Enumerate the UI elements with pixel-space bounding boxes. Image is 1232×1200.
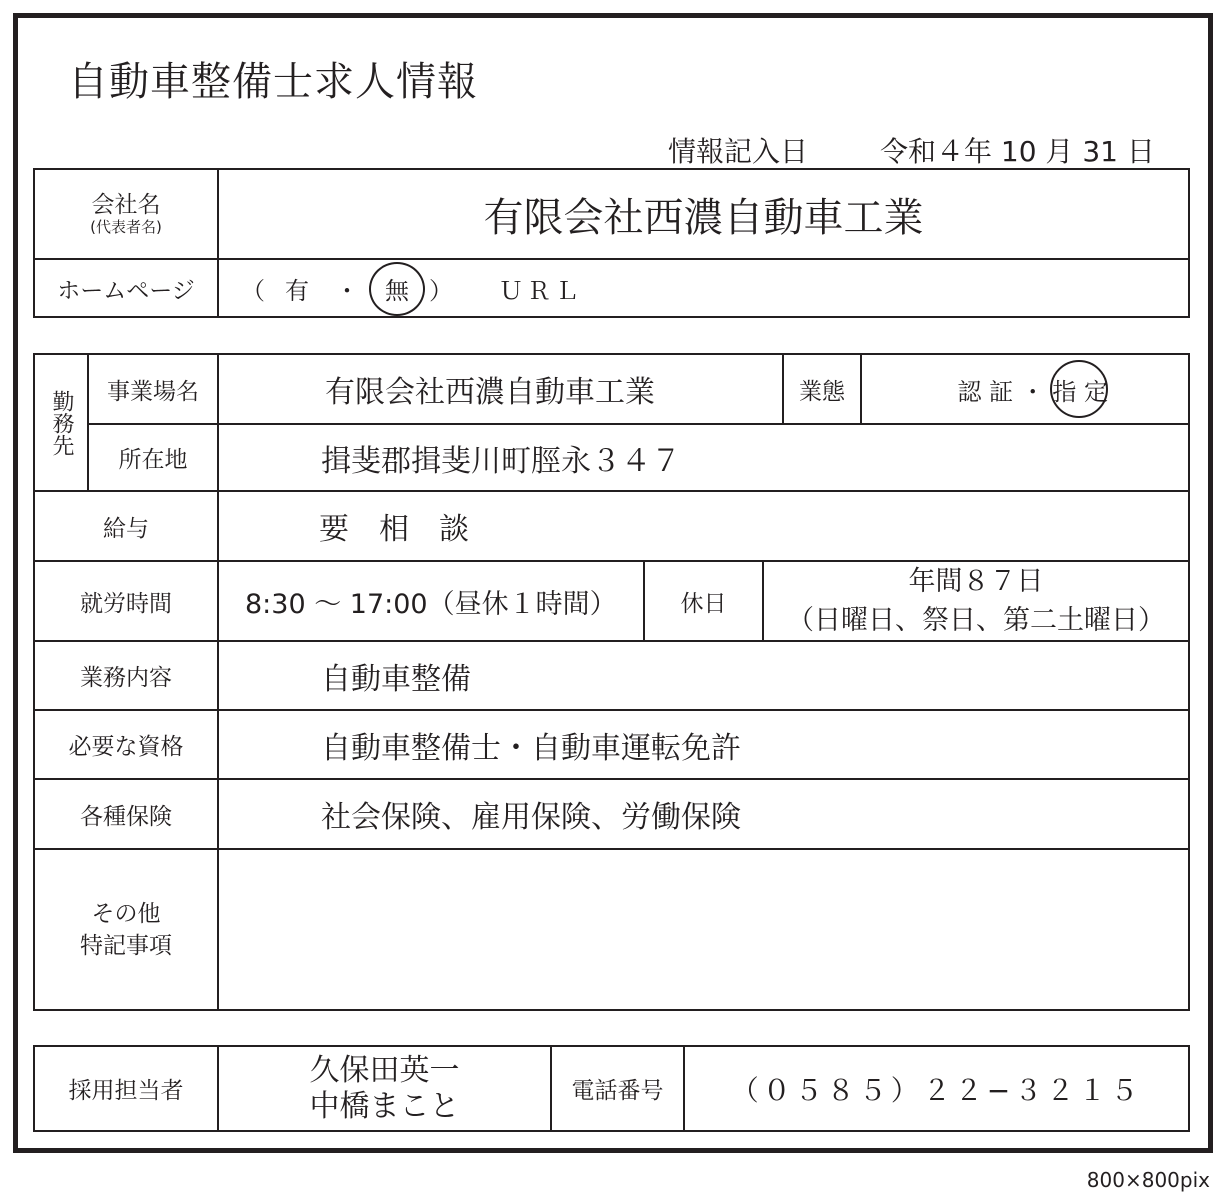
business-type-label: 業態 — [799, 378, 845, 405]
recruiter-names — [219, 1047, 550, 1130]
workplace-name-label: 事業場名 — [107, 378, 199, 405]
homepage-close-paren: ） — [429, 276, 453, 305]
recruiter-name-1: 久保田英一 — [309, 1052, 460, 1088]
entry-date-value: 令和４年 10 月 31 日 — [880, 135, 1155, 168]
size-note: 800×800pix — [1086, 1168, 1210, 1192]
business-type-selected-circle — [1050, 360, 1108, 418]
homepage-open-paren: （ — [241, 276, 265, 305]
other-label — [35, 850, 217, 1009]
holiday-label: 休日 — [680, 590, 727, 617]
address-value: 揖斐郡揖斐川町脛永３４７ — [321, 443, 681, 479]
salary-value: 要 相 談 — [319, 512, 469, 547]
phone-label: 電話番号 — [571, 1078, 664, 1104]
entry-date-label: 情報記入日 — [668, 135, 809, 168]
qualifications-value: 自動車整備士・自動車運転免許 — [321, 730, 741, 766]
hours-value: 8:30 〜 17:00（昼休１時間） — [245, 588, 617, 620]
insurance-value: 社会保険、雇用保険、労働保険 — [321, 800, 741, 835]
form-title: 自動車整備士求人情報 — [68, 59, 478, 105]
homepage-options — [219, 260, 1188, 316]
salary-label: 給与 — [103, 515, 149, 542]
address-label: 所在地 — [118, 447, 188, 473]
duties-label: 業務内容 — [80, 665, 172, 691]
business-type-options: 認 証 ・ 指 定 — [957, 377, 1108, 406]
other-label-line1: その他 — [91, 900, 161, 927]
holiday-value — [764, 562, 1188, 640]
homepage-option-no: 無 — [385, 276, 409, 305]
qualifications-label: 必要な資格 — [68, 734, 184, 760]
holiday-days: 年間８７日 — [908, 566, 1044, 597]
hours-label: 就労時間 — [80, 590, 172, 617]
company-name: 有限会社西濃自動車工業 — [483, 194, 924, 241]
holiday-detail: （日曜日、祭日、第二土曜日） — [787, 605, 1165, 636]
workplace-group-label: 勤務先 — [49, 389, 74, 456]
homepage-label: ホームページ — [57, 277, 195, 304]
recruiter-label: 採用担当者 — [68, 1078, 184, 1104]
recruiter-name-2: 中橋まこと — [309, 1088, 460, 1124]
homepage-option-yes: 有 — [285, 276, 309, 305]
duties-value: 自動車整備 — [321, 661, 471, 697]
phone-value: （０５８５）２２−３２１５ — [730, 1073, 1143, 1107]
homepage-selected-circle — [369, 262, 425, 316]
homepage-url-label: ＵＲＬ — [499, 276, 583, 305]
other-label-line2: 特記事項 — [80, 932, 172, 959]
insurance-label: 各種保険 — [80, 803, 172, 830]
company-sublabel: (代表者名) — [90, 218, 162, 236]
company-label: 会社名 — [91, 192, 161, 218]
homepage-dot: ・ — [335, 276, 359, 305]
workplace-name-value: 有限会社西濃自動車工業 — [325, 375, 655, 410]
other-value — [219, 850, 1188, 1009]
company-label-cell — [35, 170, 217, 258]
